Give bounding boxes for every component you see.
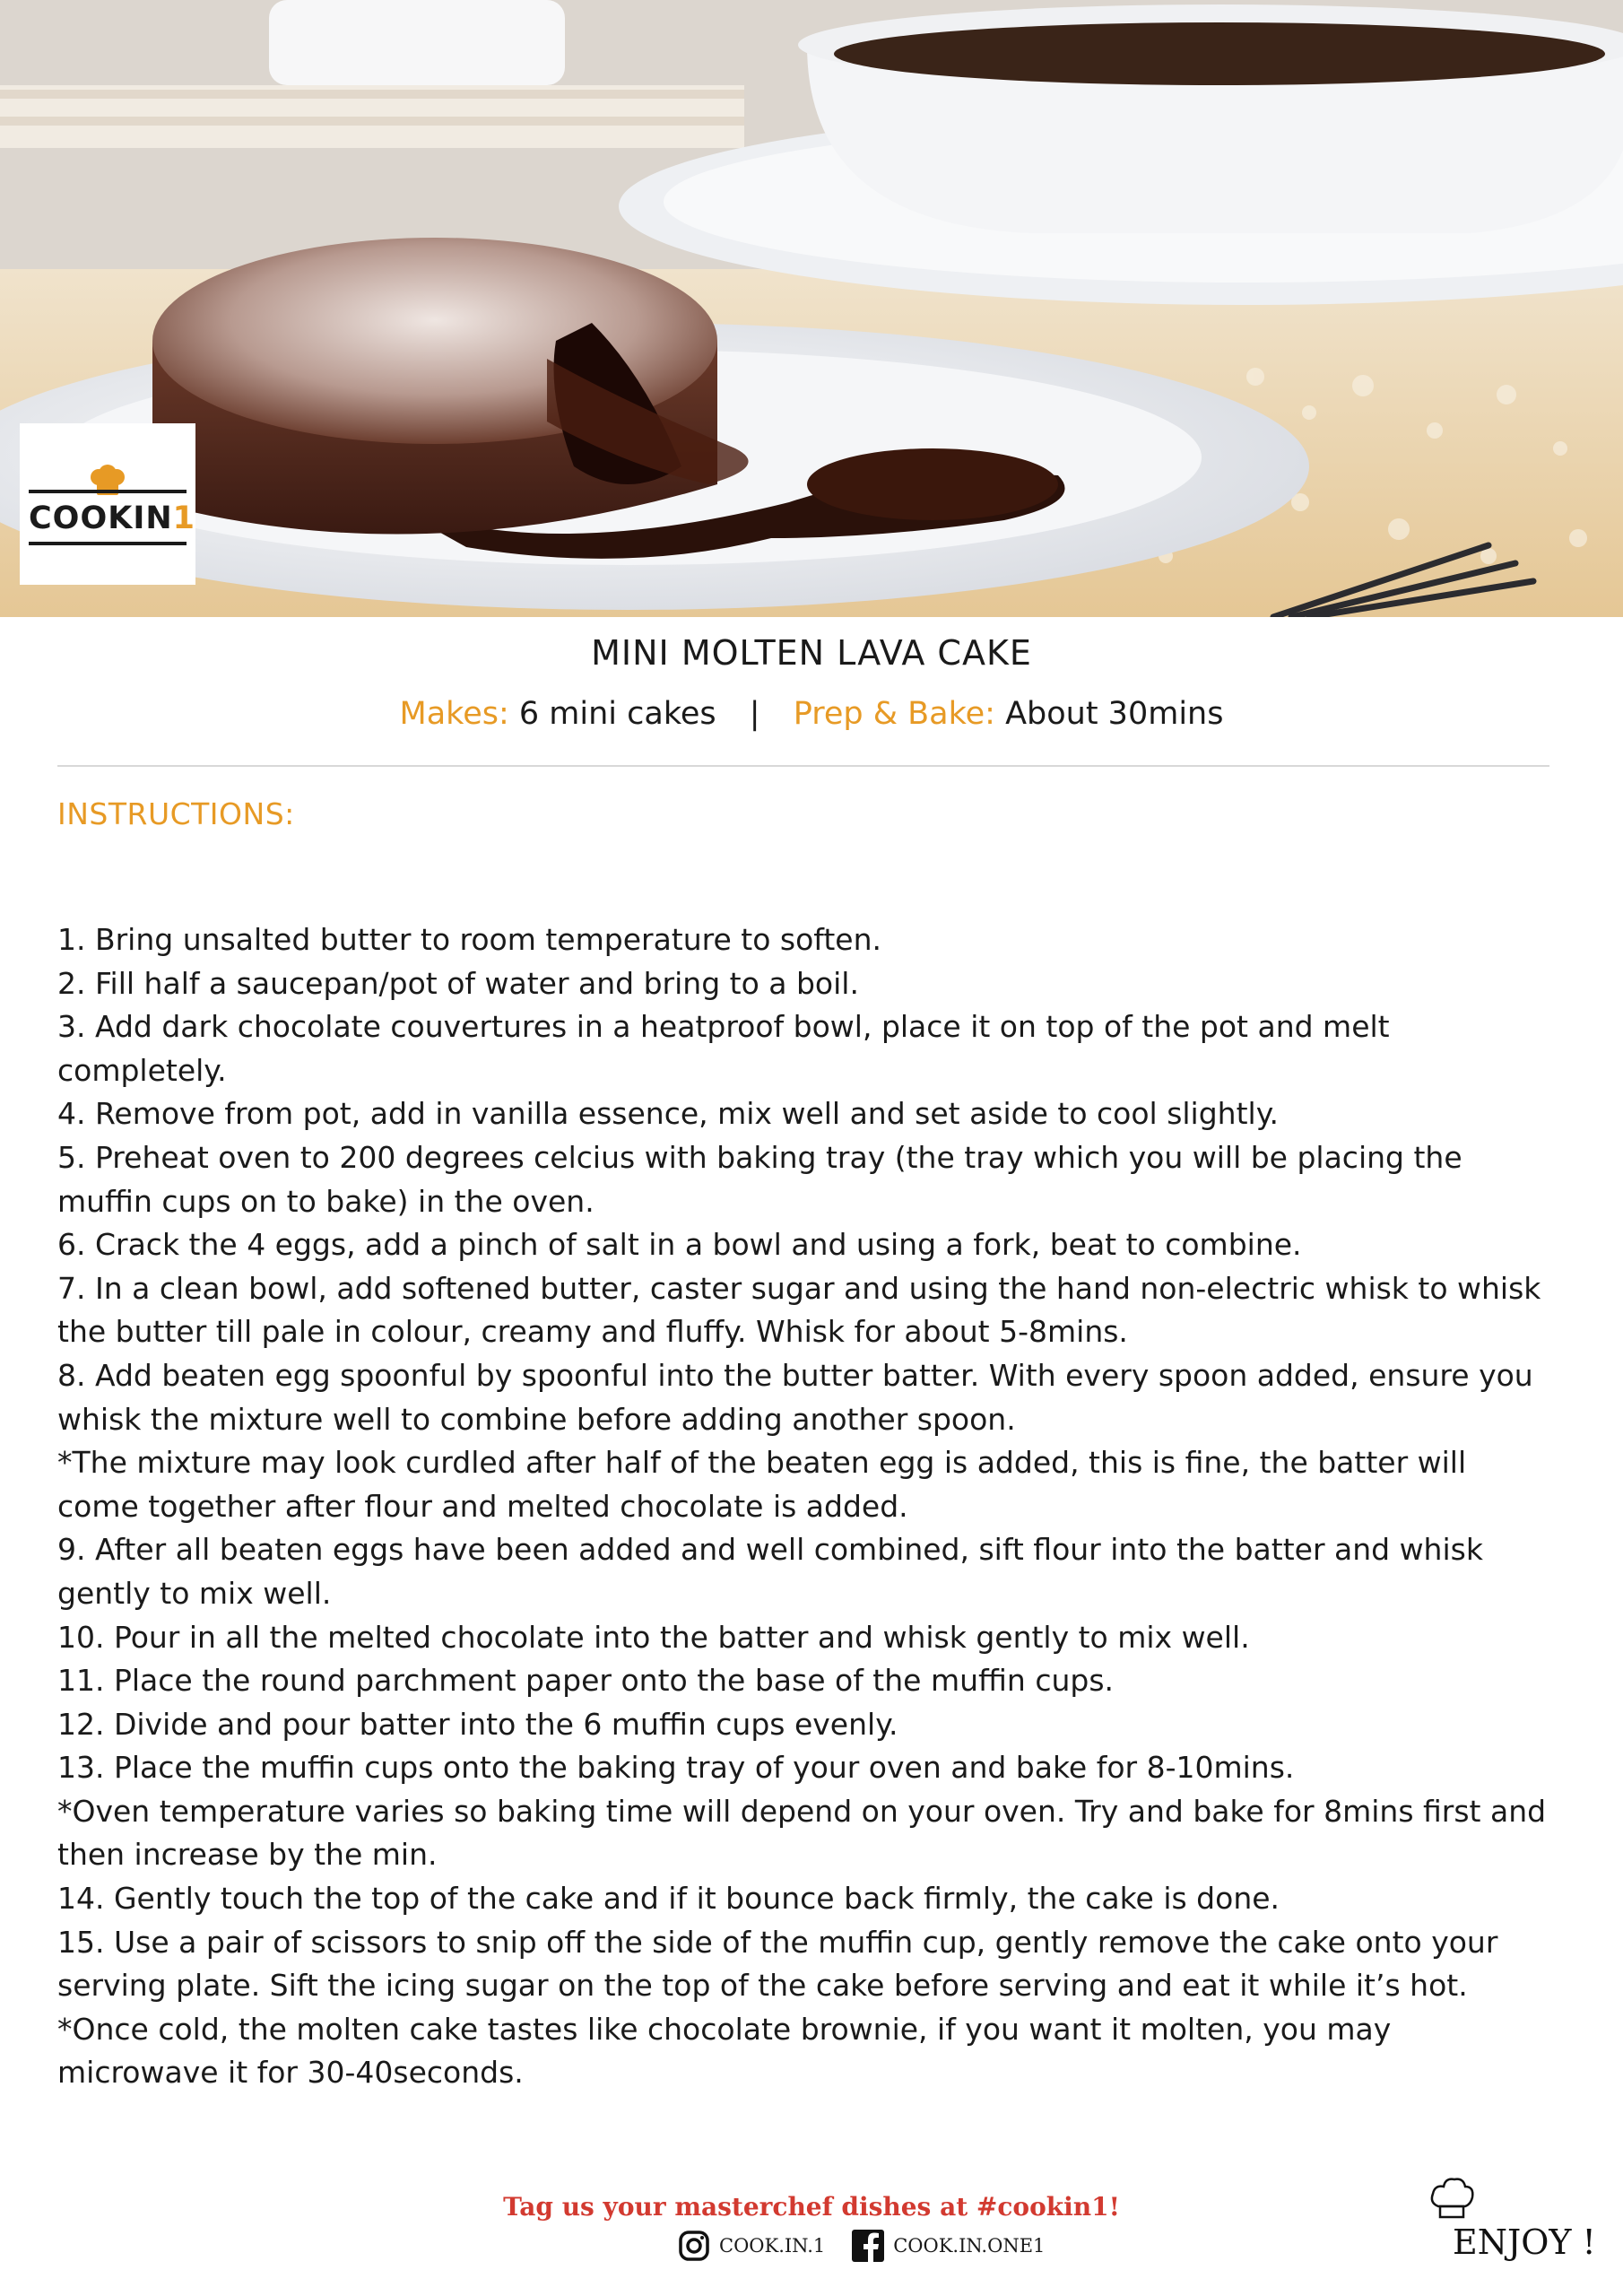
instagram-icon[interactable] bbox=[678, 2230, 710, 2262]
instruction-line: 2. Fill half a saucepan/pot of water and bring to a boil. bbox=[57, 965, 859, 1001]
time-value: About 30mins bbox=[1005, 696, 1224, 732]
instruction-line: 8. Add beaten egg spoonful by spoonful into the butter batter. With every spoon added, ensure you whisk the mixture well to combine before adding another spoon. bbox=[57, 1357, 1533, 1437]
instruction-note: *Oven temperature varies so baking time will depend on your oven. Try and bake for 8mins first and then increase by the min. bbox=[57, 1793, 1547, 1873]
instruction-line: 11. Place the round parchment paper onto the base of the muffin cups. bbox=[57, 1663, 1115, 1699]
instruction-line: 10. Pour in all the melted chocolate into the batter and whisk gently to mix well. bbox=[57, 1619, 1250, 1655]
instruction-note: *Once cold, the molten cake tastes like chocolate brownie, if you want it molten, you may microwave it for 30-40seconds. bbox=[57, 2011, 1392, 2091]
instruction-line: 4. Remove from pot, add in vanilla essence, mix well and set aside to cool slightly. bbox=[57, 1096, 1280, 1132]
instruction-note: *The mixture may look curdled after half of the beaten egg is added, this is fine, the batter will come together after flour and melted chocolate is added. bbox=[57, 1445, 1467, 1524]
social-links bbox=[678, 2228, 1072, 2264]
footer-tagline: Tag us your masterchef dishes at #cookin1! bbox=[503, 2192, 1120, 2222]
instagram-handle[interactable]: COOK.IN.1 bbox=[719, 2235, 826, 2257]
instruction-line: 15. Use a pair of scissors to snip off the side of the muffin cup, gently remove the cake onto your serving plate. Sift the icing sugar on the top of the cake before serving and eat it while it’s hot. bbox=[57, 1924, 1498, 2004]
instruction-line: 13. Place the muffin cups onto the baking tray of your oven and bake for 8-10mins. bbox=[57, 1750, 1295, 1786]
brand-logo bbox=[20, 423, 195, 585]
instructions-list bbox=[57, 918, 1555, 2095]
lava-cake-illustration bbox=[0, 0, 1623, 617]
recipe-title: MINI MOLTEN LAVA CAKE bbox=[591, 633, 1032, 673]
facebook-icon[interactable] bbox=[852, 2230, 884, 2262]
instruction-line: 7. In a clean bowl, add softened butter, caster sugar and using the hand non-electric whisk to whisk the butter till pale in colour, creamy and fluffy. Whisk for about 5-8mins. bbox=[57, 1270, 1541, 1350]
instruction-line: 1. Bring unsalted butter to room temperature to soften. bbox=[57, 922, 881, 957]
instruction-line: 5. Preheat oven to 200 degrees celcius with baking tray (the tray which you will be placing the muffin cups on to bake) in the oven. bbox=[57, 1139, 1462, 1219]
time-label: Prep & Bake: bbox=[793, 696, 995, 732]
facebook-handle[interactable]: COOK.IN.ONE1 bbox=[893, 2235, 1046, 2257]
chef-hat-outline-icon bbox=[1426, 2170, 1480, 2224]
logo-wordmark: COOKIN1 bbox=[29, 500, 195, 536]
instructions-heading: INSTRUCTIONS: bbox=[57, 796, 295, 831]
makes-value: 6 mini cakes bbox=[518, 696, 716, 732]
instruction-line: 14. Gently touch the top of the cake and if it bounce back firmly, the cake is done. bbox=[57, 1881, 1280, 1917]
instruction-line: 9. After all beaten eggs have been added and well combined, sift flour into the batter and whisk gently to mix well. bbox=[57, 1532, 1483, 1611]
hero-photo bbox=[0, 0, 1623, 617]
instruction-line: 3. Add dark chocolate couvertures in a heatproof bowl, place it on top of the pot and melt completely. bbox=[57, 1009, 1390, 1088]
logo-rule-top bbox=[29, 490, 187, 493]
heading-divider bbox=[57, 765, 1549, 767]
recipe-meta bbox=[0, 696, 1623, 732]
instruction-line: 6. Crack the 4 eggs, add a pinch of salt in a bowl and using a fork, beat to combine. bbox=[57, 1227, 1302, 1263]
enjoy-text: ENJOY ! bbox=[1453, 2222, 1596, 2262]
meta-separator: | bbox=[749, 696, 760, 732]
logo-rule-bottom bbox=[29, 542, 187, 545]
makes-label: Makes: bbox=[399, 696, 509, 732]
instruction-line: 12. Divide and pour batter into the 6 muffin cups evenly. bbox=[57, 1706, 898, 1742]
